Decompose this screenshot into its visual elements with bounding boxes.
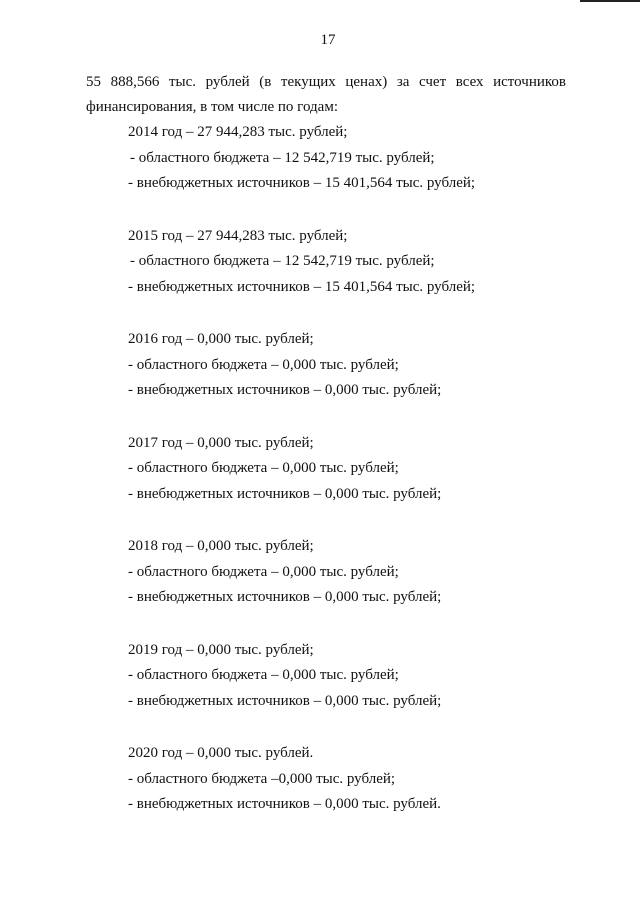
regional-budget-line: - областного бюджета – 12 542,719 тыс. рублей; <box>130 253 435 269</box>
extrabudgetary-line: - внебюджетных источников – 15 401,564 тыс. рублей; <box>128 175 476 191</box>
extrabudgetary-line: - внебюджетных источников – 0,000 тыс. рублей. <box>128 796 441 812</box>
year-block-2014 <box>128 120 568 197</box>
year-total-line: 2017 год – 0,000 тыс. рублей; <box>128 434 314 451</box>
extrabudgetary-line: - внебюджетных источников – 0,000 тыс. рублей; <box>128 589 442 605</box>
extrabudgetary-line: - внебюджетных источников – 15 401,564 тыс. рублей; <box>128 278 476 295</box>
year-block-2016 <box>128 327 568 404</box>
year-block-2018 <box>128 534 568 611</box>
year-total-line: 2018 год – 0,000 тыс. рублей; <box>128 538 314 554</box>
page-number: 17 <box>320 32 336 48</box>
year-block-2019 <box>128 638 568 715</box>
intro-line-1: 55 888,566 тыс. рублей (в текущих ценах) за счет всех источников <box>86 74 566 90</box>
extrabudgetary-line: - внебюджетных источников – 0,000 тыс. рублей; <box>128 692 442 709</box>
intro-line-2: финансирования, в том числе по годам: <box>86 99 338 115</box>
extrabudgetary-line: - внебюджетных источников – 0,000 тыс. рублей; <box>128 485 442 502</box>
year-total-line: 2019 год – 0,000 тыс. рублей; <box>128 641 314 658</box>
year-block-2017 <box>128 431 568 508</box>
regional-budget-line: - областного бюджета –0,000 тыс. рублей; <box>128 770 396 787</box>
year-block-2020 <box>128 741 568 818</box>
regional-budget-line: - областного бюджета – 0,000 тыс. рублей; <box>128 563 399 580</box>
year-total-line: 2016 год – 0,000 тыс. рублей; <box>128 331 314 347</box>
intro-paragraph <box>86 70 566 120</box>
year-total-line: 2014 год – 27 944,283 тыс. рублей; <box>128 124 348 140</box>
year-total-line: 2020 год – 0,000 тыс. рублей. <box>128 745 314 761</box>
year-block-2015 <box>128 224 568 301</box>
extrabudgetary-line: - внебюджетных источников – 0,000 тыс. рублей; <box>128 382 442 398</box>
corner-scan-mark <box>580 0 640 2</box>
regional-budget-line: - областного бюджета – 0,000 тыс. рублей; <box>128 460 399 476</box>
regional-budget-line: - областного бюджета – 0,000 тыс. рублей; <box>128 667 399 683</box>
funding-by-year <box>128 120 568 845</box>
regional-budget-line: - областного бюджета – 0,000 тыс. рублей; <box>128 356 399 373</box>
regional-budget-line: - областного бюджета – 12 542,719 тыс. рублей; <box>130 149 435 166</box>
year-total-line: 2015 год – 27 944,283 тыс. рублей; <box>128 227 348 244</box>
